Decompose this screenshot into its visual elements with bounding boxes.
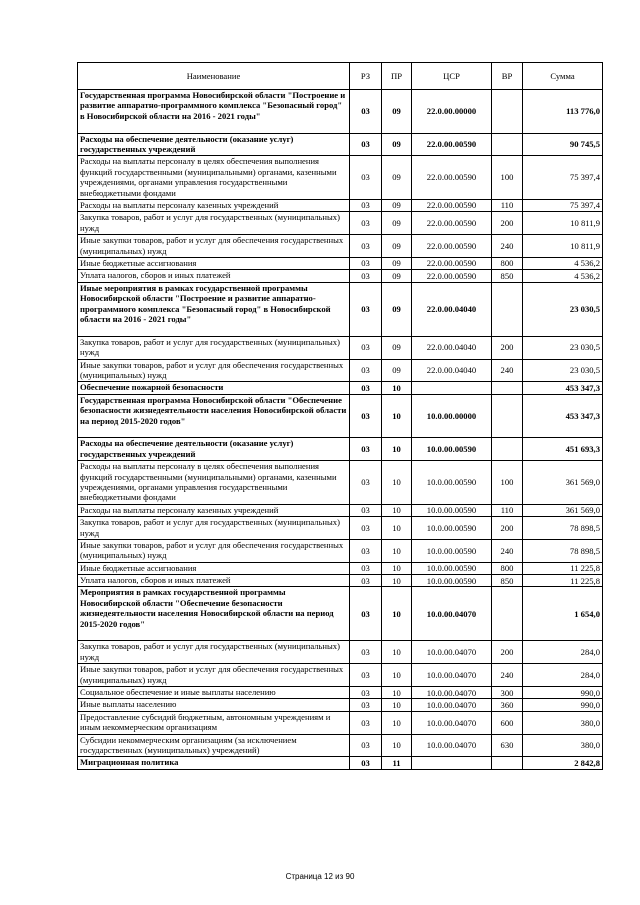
row-vr: 800 [492, 562, 523, 574]
row-vr: 240 [492, 235, 523, 258]
row-csr: 10.0.00.04070 [412, 664, 492, 687]
row-vr [492, 587, 523, 641]
row-csr: 10.0.00.00590 [412, 539, 492, 562]
row-name: Расходы на выплаты персоналу казенных учреждений [78, 199, 350, 211]
row-rz: 03 [350, 382, 382, 394]
header-sum: Сумма [523, 63, 603, 90]
row-sum: 453 347,3 [523, 394, 603, 438]
row-csr: 10.0.00.04070 [412, 734, 492, 757]
row-name: Иные закупки товаров, работ и услуг для обеспечения государственных (муниципальных) нужд [78, 359, 350, 382]
row-csr: 22.0.00.00590 [412, 257, 492, 269]
row-rz: 03 [350, 133, 382, 156]
row-sum: 4 536,2 [523, 257, 603, 269]
row-csr [412, 382, 492, 394]
row-vr: 240 [492, 539, 523, 562]
row-csr: 10.0.00.00590 [412, 562, 492, 574]
row-pr: 10 [382, 382, 412, 394]
row-pr: 09 [382, 282, 412, 336]
table-row [78, 575, 603, 587]
row-pr: 10 [382, 711, 412, 734]
row-sum: 78 898,5 [523, 539, 603, 562]
row-sum: 4 536,2 [523, 270, 603, 282]
row-sum: 990,0 [523, 699, 603, 711]
table-row [78, 156, 603, 200]
row-name: Государственная программа Новосибирской области "Обеспечение безопасности жизнедеятельности населения Новосибирской области на период 2015-2020 годов" [78, 394, 350, 438]
row-rz: 03 [350, 257, 382, 269]
row-pr: 10 [382, 438, 412, 461]
row-vr: 240 [492, 359, 523, 382]
row-rz: 03 [350, 282, 382, 336]
row-sum: 75 397,4 [523, 156, 603, 200]
row-csr: 10.0.00.04070 [412, 687, 492, 699]
table-row [78, 336, 603, 359]
row-name: Обеспечение пожарной безопасности [78, 382, 350, 394]
row-csr: 22.0.00.04040 [412, 336, 492, 359]
row-pr: 10 [382, 587, 412, 641]
table-row [78, 90, 603, 134]
row-vr [492, 90, 523, 134]
row-csr: 22.0.00.00590 [412, 212, 492, 235]
table-row [78, 394, 603, 438]
row-vr [492, 438, 523, 461]
row-csr: 10.0.00.04070 [412, 699, 492, 711]
row-csr: 22.0.00.00590 [412, 133, 492, 156]
table-row [78, 757, 603, 769]
row-vr [492, 133, 523, 156]
row-name: Расходы на обеспечение деятельности (оказание услуг) государственных учреждений [78, 133, 350, 156]
row-name: Расходы на выплаты персоналу в целях обеспечения выполнения функций государственными (муниципальными) органами, казенными учреждениями, органами управления государственными внебюджетными фондами [78, 461, 350, 505]
row-rz: 03 [350, 664, 382, 687]
row-name: Государственная программа Новосибирской области "Построение и развитие аппаратно-программного комплекса "Безопасный город" в Новосибирской области на 2016 - 2021 годы" [78, 90, 350, 134]
table-row [78, 504, 603, 516]
row-pr: 09 [382, 156, 412, 200]
budget-table [77, 62, 603, 770]
row-name: Закупка товаров, работ и услуг для государственных (муниципальных) нужд [78, 212, 350, 235]
row-csr: 10.0.00.00590 [412, 504, 492, 516]
row-sum: 90 745,5 [523, 133, 603, 156]
row-csr: 10.0.00.04070 [412, 711, 492, 734]
row-pr: 09 [382, 359, 412, 382]
row-rz: 03 [350, 199, 382, 211]
row-name: Расходы на выплаты персоналу в целях обеспечения выполнения функций государственными (муниципальными) органами, казенными учреждениями, органами управления государственными внебюджетными фондами [78, 156, 350, 200]
row-csr: 22.0.00.00000 [412, 90, 492, 134]
row-sum: 23 030,5 [523, 359, 603, 382]
row-vr [492, 394, 523, 438]
row-rz: 03 [350, 90, 382, 134]
row-pr: 10 [382, 664, 412, 687]
row-name: Иные мероприятия в рамках государственной программы Новосибирской области "Построение и развитие аппаратно-программного комплекса "Безопасный город" в Новосибирской области на 2016 - 2021 годы" [78, 282, 350, 336]
row-vr: 850 [492, 575, 523, 587]
table-row [78, 235, 603, 258]
table-row [78, 641, 603, 664]
table-row [78, 587, 603, 641]
row-name: Расходы на выплаты персоналу казенных учреждений [78, 504, 350, 516]
header-rz: РЗ [350, 63, 382, 90]
row-pr: 11 [382, 757, 412, 769]
row-csr: 22.0.00.00590 [412, 199, 492, 211]
table-header-row [78, 63, 603, 90]
row-name: Субсидии некоммерческим организациям (за исключением государственных (муниципальных) учреждений) [78, 734, 350, 757]
row-pr: 10 [382, 461, 412, 505]
row-pr: 10 [382, 641, 412, 664]
row-sum: 453 347,3 [523, 382, 603, 394]
row-sum: 75 397,4 [523, 199, 603, 211]
row-name: Иные выплаты населению [78, 699, 350, 711]
row-rz: 03 [350, 359, 382, 382]
row-pr: 10 [382, 394, 412, 438]
header-vr: ВР [492, 63, 523, 90]
row-rz: 03 [350, 156, 382, 200]
row-vr [492, 282, 523, 336]
row-sum: 284,0 [523, 641, 603, 664]
row-pr: 09 [382, 199, 412, 211]
row-sum: 11 225,8 [523, 562, 603, 574]
row-name: Иные бюджетные ассигнования [78, 257, 350, 269]
row-rz: 03 [350, 734, 382, 757]
row-vr: 850 [492, 270, 523, 282]
table-row [78, 382, 603, 394]
table-row [78, 212, 603, 235]
row-name: Мероприятия в рамках государственной программы Новосибирской области "Обеспечение безопасности жизнедеятельности населения Новосибирской области на период 2015-2020 годов" [78, 587, 350, 641]
row-vr: 200 [492, 212, 523, 235]
row-vr: 300 [492, 687, 523, 699]
row-name: Иные закупки товаров, работ и услуг для обеспечения государственных (муниципальных) нужд [78, 235, 350, 258]
table-row [78, 699, 603, 711]
row-rz: 03 [350, 587, 382, 641]
header-name: Наименование [78, 63, 350, 90]
row-pr: 10 [382, 687, 412, 699]
row-sum: 113 776,0 [523, 90, 603, 134]
table-row [78, 133, 603, 156]
table-row [78, 734, 603, 757]
row-sum: 990,0 [523, 687, 603, 699]
header-pr: ПР [382, 63, 412, 90]
row-vr: 800 [492, 257, 523, 269]
row-sum: 78 898,5 [523, 517, 603, 540]
table-row [78, 664, 603, 687]
row-name: Социальное обеспечение и иные выплаты населению [78, 687, 350, 699]
row-pr: 09 [382, 235, 412, 258]
row-name: Иные бюджетные ассигнования [78, 562, 350, 574]
row-rz: 03 [350, 575, 382, 587]
row-name: Предоставление субсидий бюджетным, автономным учреждениям и иным некоммерческим организациям [78, 711, 350, 734]
row-name: Миграционная политика [78, 757, 350, 769]
row-pr: 09 [382, 336, 412, 359]
row-sum: 2 842,8 [523, 757, 603, 769]
row-rz: 03 [350, 504, 382, 516]
row-vr: 630 [492, 734, 523, 757]
row-vr: 200 [492, 641, 523, 664]
row-vr: 200 [492, 336, 523, 359]
row-rz: 03 [350, 757, 382, 769]
row-vr: 100 [492, 156, 523, 200]
table-row [78, 562, 603, 574]
row-pr: 09 [382, 257, 412, 269]
row-rz: 03 [350, 394, 382, 438]
row-pr: 10 [382, 575, 412, 587]
table-row [78, 539, 603, 562]
row-name: Иные закупки товаров, работ и услуг для обеспечения государственных (муниципальных) нужд [78, 664, 350, 687]
row-name: Закупка товаров, работ и услуг для государственных (муниципальных) нужд [78, 336, 350, 359]
table-row [78, 199, 603, 211]
row-rz: 03 [350, 539, 382, 562]
row-csr: 22.0.00.04040 [412, 359, 492, 382]
row-vr: 360 [492, 699, 523, 711]
row-rz: 03 [350, 461, 382, 505]
row-csr: 10.0.00.00590 [412, 438, 492, 461]
row-sum: 380,0 [523, 734, 603, 757]
row-rz: 03 [350, 336, 382, 359]
row-sum: 380,0 [523, 711, 603, 734]
row-pr: 10 [382, 562, 412, 574]
row-rz: 03 [350, 235, 382, 258]
row-name: Иные закупки товаров, работ и услуг для обеспечения государственных (муниципальных) нужд [78, 539, 350, 562]
row-sum: 361 569,0 [523, 504, 603, 516]
row-csr: 10.0.00.00590 [412, 575, 492, 587]
row-name: Уплата налогов, сборов и иных платежей [78, 270, 350, 282]
table-row [78, 270, 603, 282]
row-name: Уплата налогов, сборов и иных платежей [78, 575, 350, 587]
row-sum: 361 569,0 [523, 461, 603, 505]
row-vr: 100 [492, 461, 523, 505]
row-csr: 22.0.00.04040 [412, 282, 492, 336]
row-rz: 03 [350, 699, 382, 711]
row-csr: 22.0.00.00590 [412, 156, 492, 200]
header-csr: ЦСР [412, 63, 492, 90]
row-csr: 10.0.00.00000 [412, 394, 492, 438]
table-row [78, 359, 603, 382]
row-csr [412, 757, 492, 769]
row-rz: 03 [350, 438, 382, 461]
row-rz: 03 [350, 711, 382, 734]
row-sum: 23 030,5 [523, 282, 603, 336]
row-pr: 09 [382, 90, 412, 134]
table-row [78, 461, 603, 505]
row-rz: 03 [350, 641, 382, 664]
page-number: Страница 12 из 90 [285, 872, 355, 881]
row-vr [492, 757, 523, 769]
row-name: Закупка товаров, работ и услуг для государственных (муниципальных) нужд [78, 641, 350, 664]
row-sum: 11 225,8 [523, 575, 603, 587]
row-pr: 10 [382, 539, 412, 562]
row-csr: 10.0.00.00590 [412, 517, 492, 540]
row-csr: 10.0.00.00590 [412, 461, 492, 505]
row-pr: 10 [382, 517, 412, 540]
row-csr: 10.0.00.04070 [412, 587, 492, 641]
row-csr: 22.0.00.00590 [412, 270, 492, 282]
row-pr: 10 [382, 699, 412, 711]
row-sum: 451 693,3 [523, 438, 603, 461]
row-csr: 22.0.00.00590 [412, 235, 492, 258]
row-name: Расходы на обеспечение деятельности (оказание услуг) государственных учреждений [78, 438, 350, 461]
row-pr: 09 [382, 133, 412, 156]
row-vr: 200 [492, 517, 523, 540]
row-vr: 240 [492, 664, 523, 687]
row-rz: 03 [350, 517, 382, 540]
row-csr: 10.0.00.04070 [412, 641, 492, 664]
row-vr: 110 [492, 504, 523, 516]
table-body [78, 90, 603, 770]
row-pr: 10 [382, 734, 412, 757]
row-name: Закупка товаров, работ и услуг для государственных (муниципальных) нужд [78, 517, 350, 540]
row-sum: 284,0 [523, 664, 603, 687]
row-vr: 600 [492, 711, 523, 734]
table-row [78, 517, 603, 540]
table-row [78, 438, 603, 461]
row-rz: 03 [350, 270, 382, 282]
table-row [78, 282, 603, 336]
table-row [78, 711, 603, 734]
row-rz: 03 [350, 562, 382, 574]
row-sum: 10 811,9 [523, 235, 603, 258]
row-sum: 1 654,0 [523, 587, 603, 641]
row-sum: 10 811,9 [523, 212, 603, 235]
row-rz: 03 [350, 212, 382, 235]
row-pr: 10 [382, 504, 412, 516]
row-pr: 09 [382, 212, 412, 235]
table-row [78, 257, 603, 269]
row-vr [492, 382, 523, 394]
row-pr: 09 [382, 270, 412, 282]
row-rz: 03 [350, 687, 382, 699]
row-sum: 23 030,5 [523, 336, 603, 359]
table-row [78, 687, 603, 699]
row-vr: 110 [492, 199, 523, 211]
